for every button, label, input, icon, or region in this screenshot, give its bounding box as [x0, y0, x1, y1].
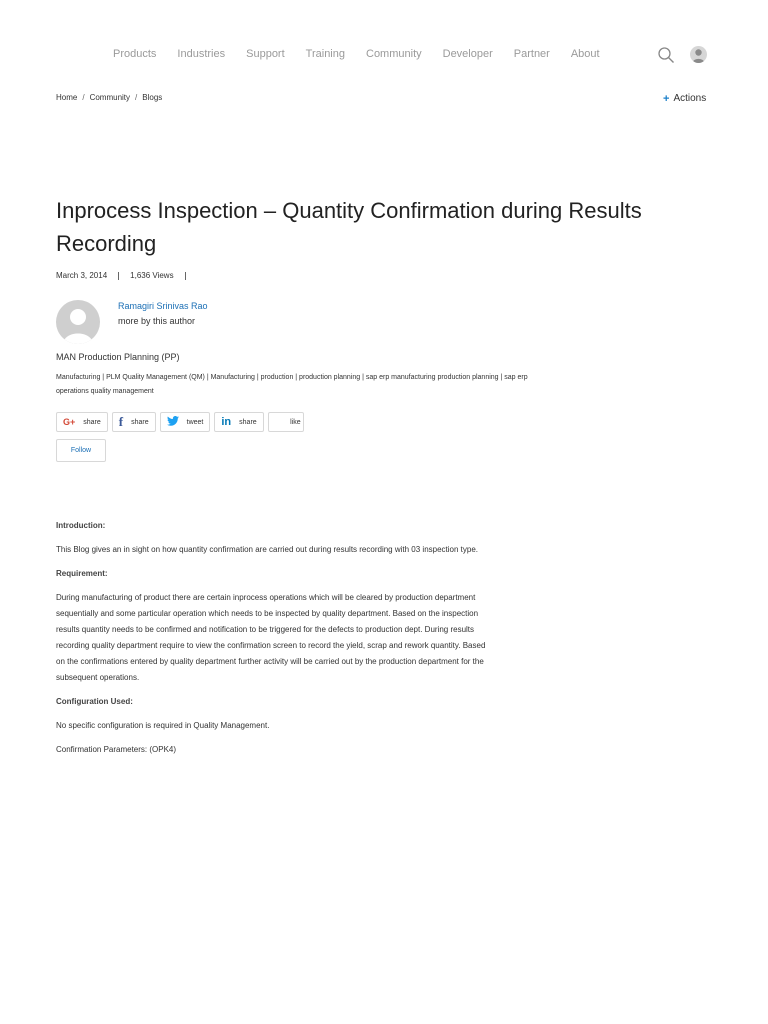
breadcrumb-home[interactable]: Home	[56, 93, 78, 102]
google-plus-share-button[interactable]	[56, 412, 108, 432]
configuration-heading: Configuration Used:	[56, 697, 133, 706]
share-label: share	[131, 418, 149, 426]
twitter-share-button[interactable]	[160, 412, 211, 432]
primary-tag-link[interactable]: MAN Production Planning (PP)	[56, 352, 180, 362]
article-body	[56, 518, 496, 758]
nav-item-partner[interactable]: Partner	[513, 48, 550, 60]
like-label: like	[290, 418, 301, 426]
breadcrumb-separator: /	[82, 93, 85, 102]
meta-divider	[118, 272, 119, 280]
actions-label: Actions	[673, 93, 707, 104]
requirement-paragraph: During manufacturing of product there are certain inprocess operations which will be cleared by production department sequentially and some particular operation which needs to be inspected by quality department. Based on the inspection results quantity needs to be confirmed and notification to be triggered for the defects to production dept. During results recording quality department require to view the confirmation screen to record the yield, scrap and rework quantity. Based on the confirmations entered by quality department further activity will be carried out by the production department for the subsequent operations.	[56, 593, 486, 682]
nav-item-developer[interactable]: Developer	[442, 48, 493, 60]
google-plus-icon: G+	[63, 417, 76, 427]
breadcrumb	[56, 93, 162, 102]
tag-list[interactable]: Manufacturing | PLM Quality Management (QM) | Manufacturing | production | production planning | sap erp manufacturing production planning | sap erp operations quality management	[56, 374, 528, 395]
breadcrumb-separator: /	[135, 93, 138, 102]
requirement-heading: Requirement:	[56, 569, 108, 578]
publish-date: March 3, 2014	[56, 271, 108, 280]
top-nav	[113, 47, 621, 61]
avatar[interactable]	[56, 300, 100, 344]
nav-item-industries[interactable]: Industries	[177, 48, 226, 60]
article-meta	[56, 271, 186, 280]
nav-item-about[interactable]: About	[570, 48, 600, 60]
confirmation-parameters: Confirmation Parameters: (OPK4)	[56, 745, 177, 754]
page-title: Inprocess Inspection – Quantity Confirmation during Results Recording	[56, 198, 642, 256]
author-name-link[interactable]: Ramagiri Srinivas Rao	[118, 301, 208, 311]
like-button[interactable]	[268, 412, 304, 432]
plus-icon: +	[663, 92, 670, 105]
intro-paragraph: This Blog gives an in sight on how quantity confirmation are carried out during results recording with 03 inspection type.	[56, 545, 479, 554]
share-label: tweet	[186, 418, 204, 426]
facebook-share-button[interactable]	[112, 412, 156, 432]
configuration-paragraph: No specific configuration is required in Quality Management.	[56, 721, 270, 730]
meta-divider	[185, 272, 186, 280]
share-label: share	[239, 418, 257, 426]
facebook-icon: f	[118, 414, 124, 429]
breadcrumb-community[interactable]: Community	[89, 93, 131, 102]
view-count: 1,636 Views	[130, 271, 174, 280]
nav-item-support[interactable]: Support	[246, 48, 285, 60]
nav-item-products[interactable]: Products	[113, 48, 157, 60]
linkedin-icon: in	[221, 416, 232, 428]
linkedin-share-button[interactable]	[214, 412, 263, 432]
share-label: share	[83, 418, 101, 426]
nav-item-training[interactable]: Training	[305, 48, 345, 60]
actions-button[interactable]	[663, 93, 706, 104]
follow-button[interactable]: Follow	[56, 439, 106, 462]
nav-item-community[interactable]: Community	[366, 48, 422, 60]
share-row	[56, 412, 304, 432]
twitter-icon	[167, 416, 179, 429]
more-by-author-link[interactable]: more by this author	[118, 316, 196, 326]
breadcrumb-blogs[interactable]: Blogs	[142, 93, 163, 102]
intro-heading: Introduction:	[56, 521, 106, 530]
search-icon[interactable]	[657, 46, 675, 64]
user-icon[interactable]	[690, 46, 707, 63]
